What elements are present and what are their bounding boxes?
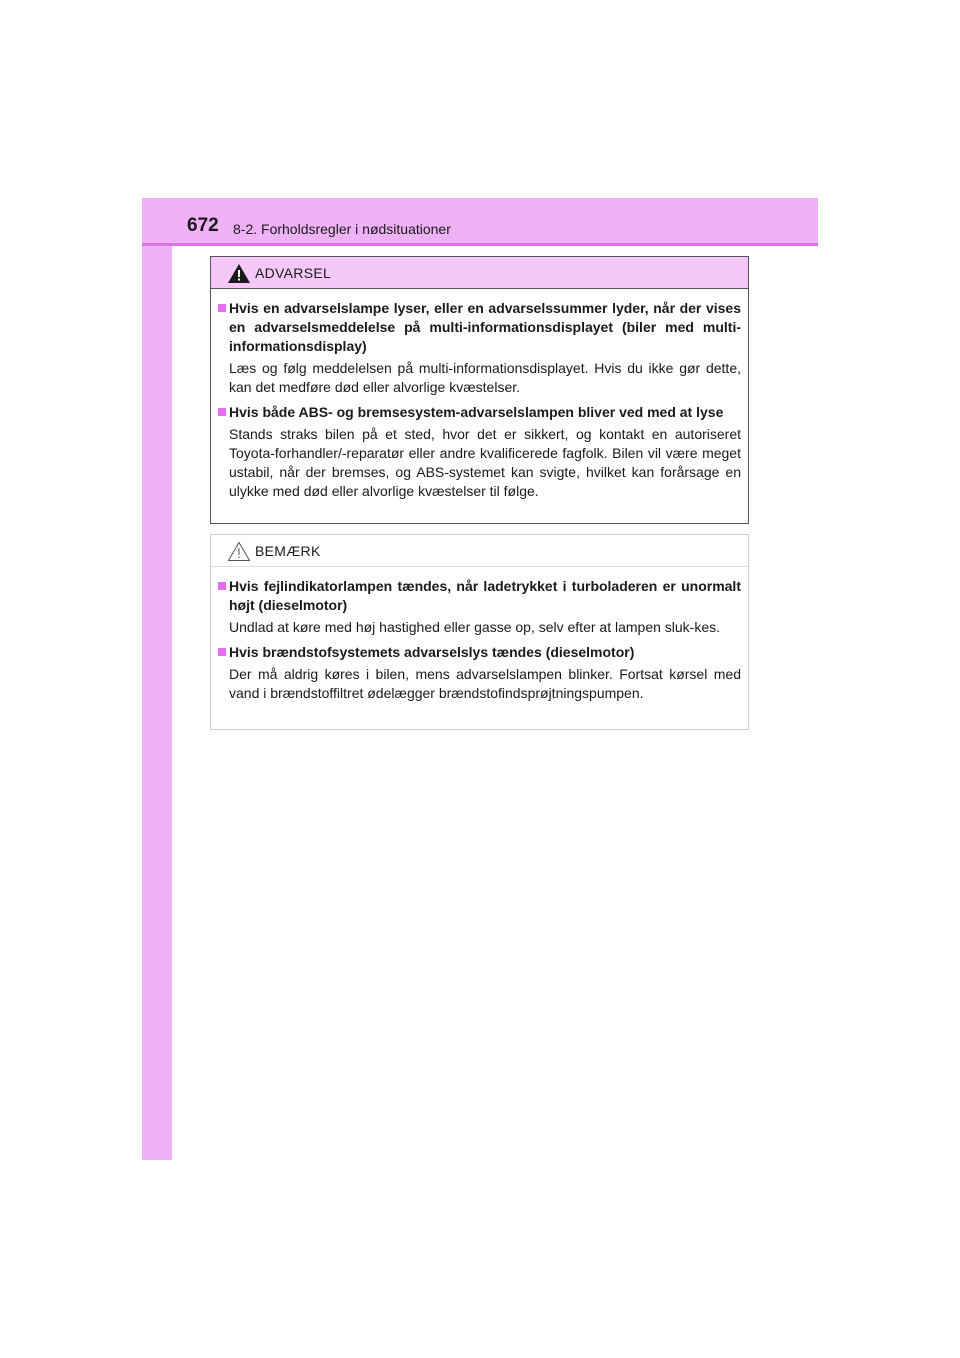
square-bullet-icon bbox=[218, 648, 226, 656]
page-number: 672 bbox=[187, 215, 219, 236]
section-title: 8-2. Forholdsregler i nødsituationer bbox=[233, 221, 451, 237]
warning-label: ADVARSEL bbox=[255, 265, 332, 281]
notice-box bbox=[210, 534, 749, 730]
square-bullet-icon bbox=[218, 582, 226, 590]
notice-item-text: Der må aldrig køres i bilen, mens advarselslampen blinker. Fortsat kørsel med vand i brændstoffiltret ødelægger brændstofindsprøjtningspumpen. bbox=[229, 666, 741, 701]
square-bullet-icon bbox=[218, 408, 226, 416]
warning-item-title: Hvis en advarselslampe lyser, eller en advarselssummer lyder, når der vises en advarselsmeddelelse på multi-informationsdisplayet (biler med multi-informationsdisplay) bbox=[229, 300, 741, 354]
warning-box bbox=[210, 256, 749, 524]
square-bullet-icon bbox=[218, 304, 226, 312]
warning-item-text: Læs og følg meddelelsen på multi-informationsdisplayet. Hvis du ikke gør dette, kan det medføre død eller alvorlige kvæstelser. bbox=[229, 360, 741, 395]
warning-box-header bbox=[211, 257, 748, 289]
side-color-band bbox=[142, 198, 172, 1160]
notice-item-title: Hvis fejlindikatorlampen tændes, når ladetrykket i turboladeren er unormalt højt (dieselmotor) bbox=[229, 578, 741, 613]
notice-label: BEMÆRK bbox=[255, 543, 321, 559]
notice-item bbox=[218, 577, 741, 637]
caution-triangle-outline-icon bbox=[227, 541, 251, 562]
warning-item bbox=[218, 403, 741, 501]
notice-item-text: Undlad at køre med høj hastighed eller gasse op, selv efter at lampen sluk-kes. bbox=[229, 619, 721, 635]
warning-item bbox=[218, 299, 741, 397]
notice-item-title: Hvis brændstofsystemets advarselslys tændes (dieselmotor) bbox=[229, 644, 635, 660]
notice-item bbox=[218, 643, 741, 703]
notice-box-header bbox=[211, 535, 748, 567]
header-rule bbox=[142, 243, 818, 246]
warning-item-title: Hvis både ABS- og bremsesystem-advarselslampen bliver ved med at lyse bbox=[229, 404, 724, 420]
warning-item-text: Stands straks bilen på et sted, hvor det er sikkert, og kontakt en autoriseret Toyota-forhandler/-reparatør eller andre kvalificerede fagfolk. Bilen vil være meget ustabil, når der bremses, og ABS-systemet kan svigte, hvilket kan forårsage en ulykke med død eller alvorlige kvæstelser til følge. bbox=[229, 426, 741, 499]
warning-triangle-icon bbox=[227, 263, 251, 284]
